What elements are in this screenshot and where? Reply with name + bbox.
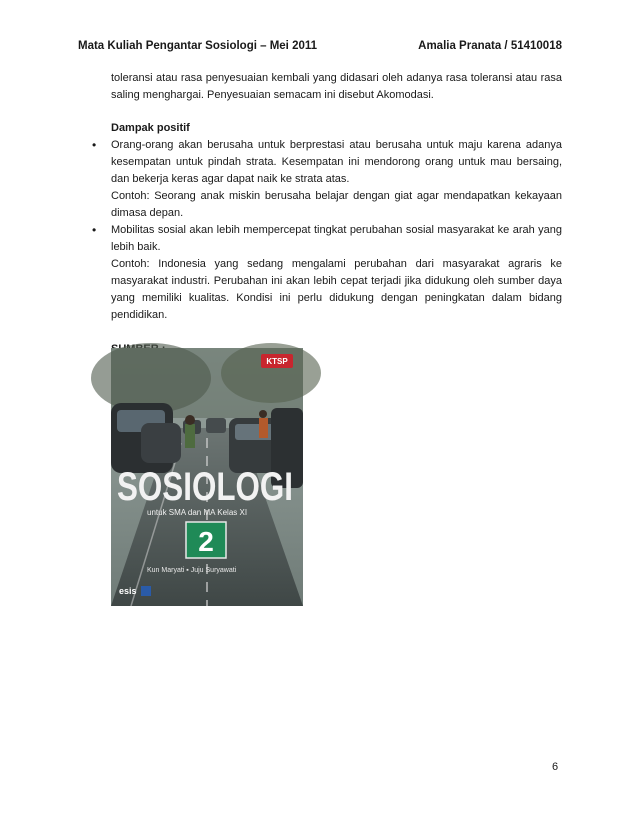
cover-subtitle: untuk SMA dan MA Kelas XI xyxy=(147,508,248,517)
cover-publisher: esis xyxy=(119,586,137,596)
bullet-item xyxy=(92,222,562,324)
header-author: Amalia Pranata / 51410018 xyxy=(418,40,562,52)
page-number: 6 xyxy=(552,761,559,773)
publisher-logo-icon xyxy=(141,586,151,596)
book-cover-illustration xyxy=(111,348,303,606)
bullet-icon: • xyxy=(92,223,97,237)
cover-badge: KTSP xyxy=(266,357,288,366)
intro-paragraph: toleransi atau rasa penyesuaian kembali yang didasari oleh adanya rasa toleransi atau rasa saling menghargai. Penyesuaian semacam ini disebut Akomodasi. xyxy=(111,72,562,101)
bullet-example: Contoh: Indonesia yang sedang mengalami perubahan dari masyarakat agraris ke masyarakat industri. Perubahan ini akan lebih cepat terjadi jika didukung oleh sumber daya yang memiliki kualitas. Kondisi ini perlu didukung dengan peningkatan dalam bidang pendidikan. xyxy=(111,258,562,321)
bullet-text: Mobilitas sosial akan lebih mempercepat tingkat perubahan sosial masyarakat ke arah yang lebih baik. xyxy=(111,224,562,253)
page-header xyxy=(78,40,562,52)
bullet-icon: • xyxy=(92,138,97,152)
header-course-title: Mata Kuliah Pengantar Sosiologi – Mei 2011 xyxy=(78,40,318,52)
cover-volume: 2 xyxy=(198,526,214,557)
book-cover-image xyxy=(111,348,303,606)
bullet-text: Orang-orang akan berusaha untuk berprestasi atau berusaha untuk maju karena adanya kesempatan untuk pindah strata. Kesempatan ini mendorong orang untuk mau bersaing, dan bekerja keras agar dapat naik ke strata atas. xyxy=(111,139,562,185)
section-heading: Dampak positif xyxy=(111,122,190,134)
cover-title: SOSIOLOGI xyxy=(117,465,293,509)
document-body xyxy=(92,70,562,358)
cover-authors: Kun Maryati ▪ Juju Suryawati xyxy=(147,567,237,574)
bullet-example: Contoh: Seorang anak miskin berusaha belajar dengan giat agar mendapatkan kekayaan dimasa depan. xyxy=(111,190,562,219)
bullet-item xyxy=(92,137,562,222)
